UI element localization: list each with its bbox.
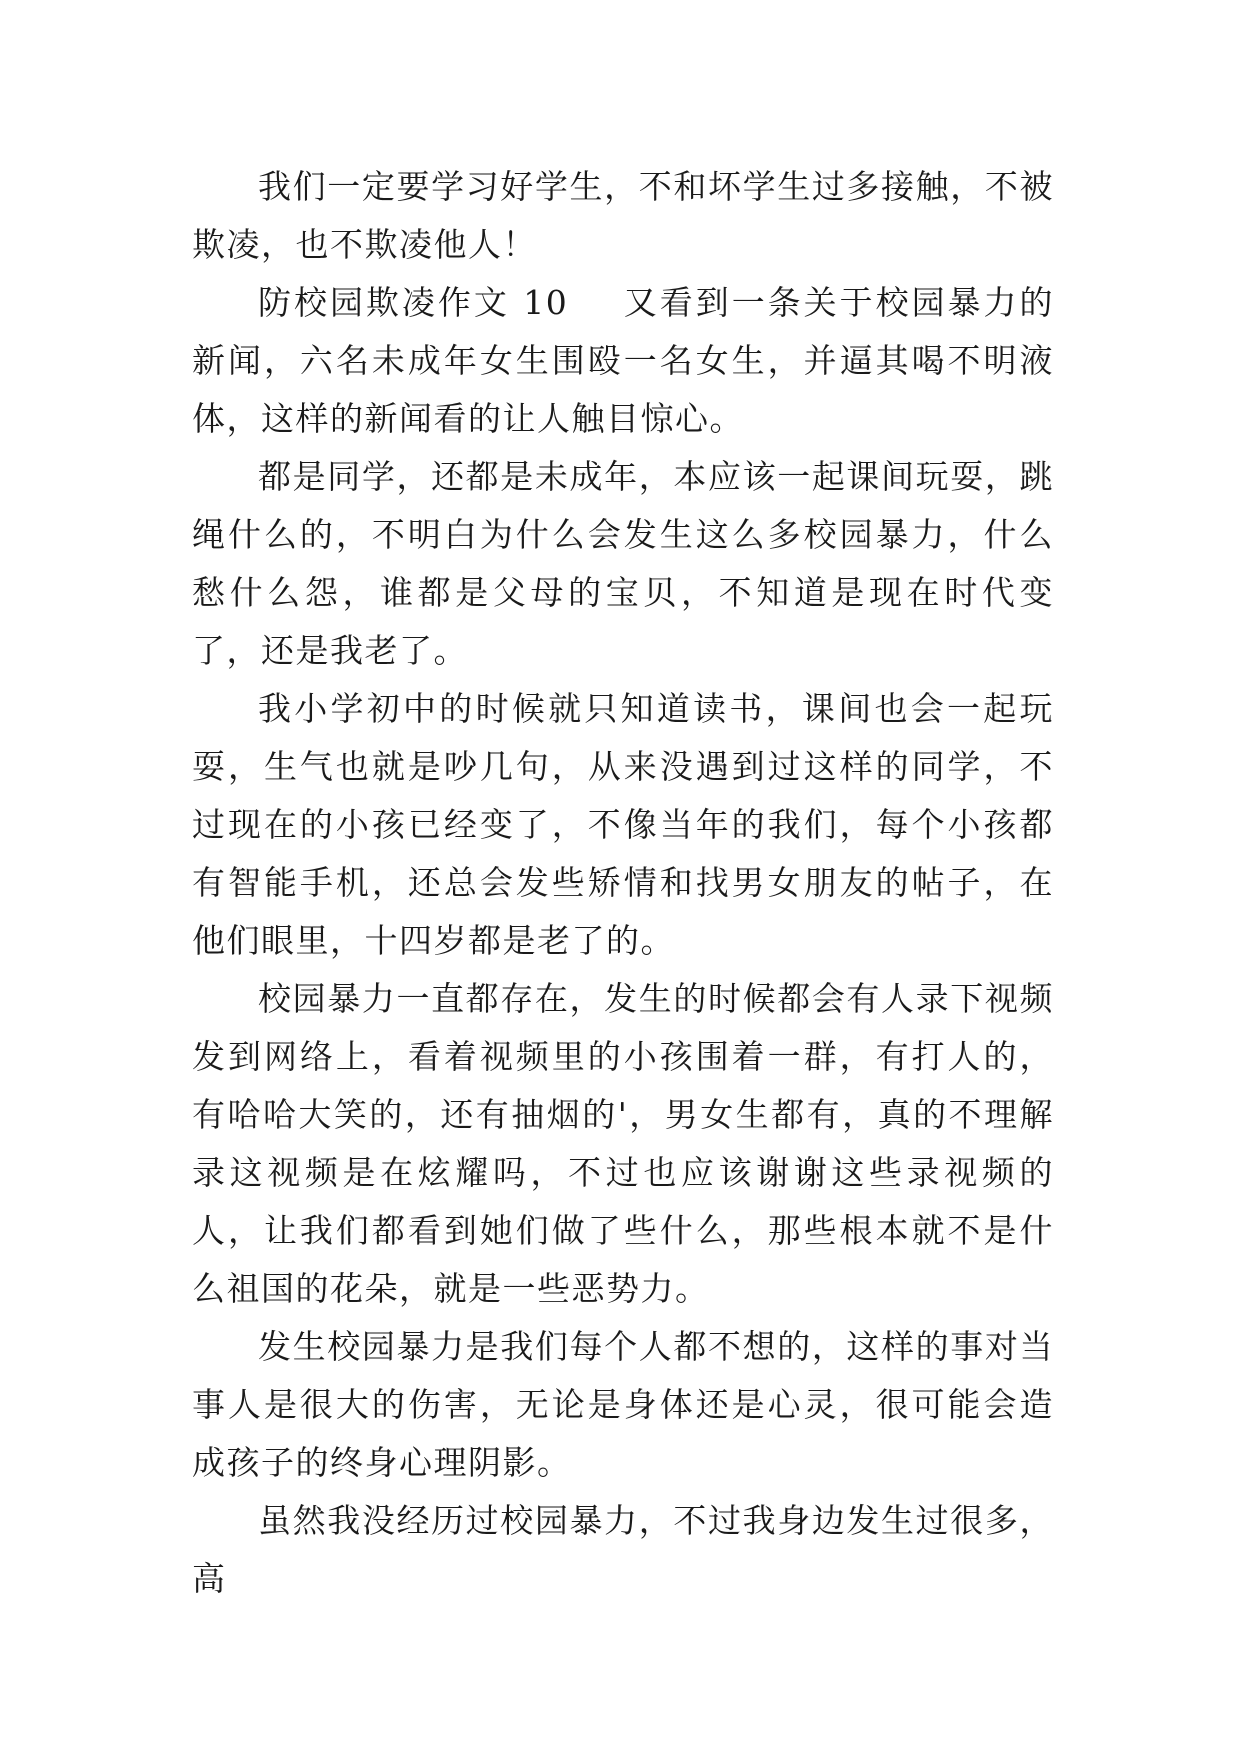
paragraph-4: 我小学初中的时候就只知道读书，课间也会一起玩耍，生气也就是吵几句，从来没遇到过这样的同学，不过现在的小孩已经变了，不像当年的我们，每个小孩都有智能手机，还总会发些矫情和找男女朋友的帖子，在他们眼里，十四岁都是老了的。 [192, 689, 1054, 960]
paragraph-2-body: 又看到一条关于校园暴力的新闻，六名未成年女生围殴一名女生，并逼其喝不明液体，这样的新闻看的让人触目惊心。 [192, 283, 1055, 438]
paragraph-5: 校园暴力一直都存在，发生的时候都会有人录下视频发到网络上，看着视频里的小孩围着一群，有打人的，有哈哈大笑的，还有抽烟的'，男女生都有，真的不理解录这视频是在炫耀吗，不过也应该谢谢这些录视频的人，让我们都看到她们做了些什么，那些根本就不是什么祖国的花朵，就是一些恶势力。 [192, 979, 1054, 1308]
paragraph-7: 虽然我没经历过校园暴力，不过我身边发生过很多，高 [192, 1501, 1054, 1598]
document-page [192, 158, 1054, 1608]
paragraph-1: 我们一定要学习好学生，不和坏学生过多接触，不被欺凌，也不欺凌他人！ [192, 167, 1054, 264]
paragraph-6: 发生校园暴力是我们每个人都不想的，这样的事对当事人是很大的伤害，无论是身体还是心灵，很可能会造成孩子的终身心理阴影。 [192, 1327, 1054, 1482]
paragraph-3: 都是同学，还都是未成年，本应该一起课间玩耍，跳绳什么的，不明白为什么会发生这么多校园暴力，什么愁什么怨，谁都是父母的宝贝，不知道是现在时代变了，还是我老了。 [192, 457, 1054, 670]
essay-heading: 防校园欺凌作文 10 [258, 283, 569, 322]
paragraph-2 [192, 274, 1054, 448]
